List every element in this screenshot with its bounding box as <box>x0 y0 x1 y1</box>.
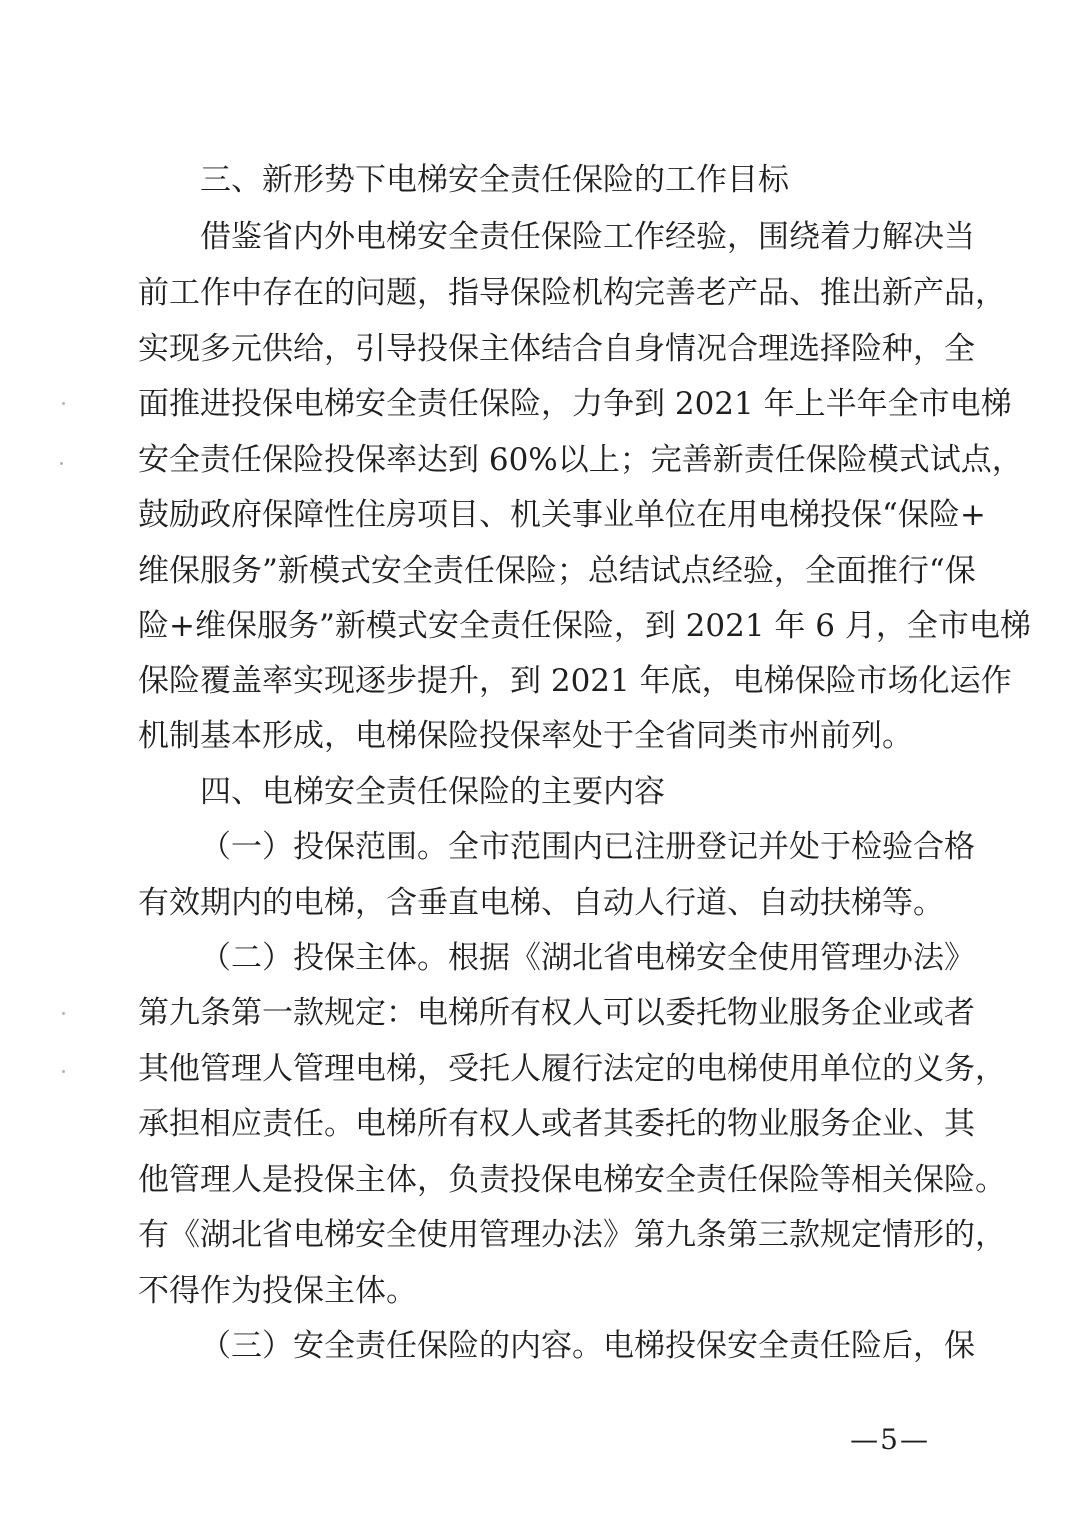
paragraph-line: （一）投保范围。全市范围内已注册登记并处于检验合格 <box>200 829 975 865</box>
paragraph-line: 他管理人是投保主体，负责投保电梯安全责任保险等相关保险。 <box>138 1162 1006 1198</box>
page-number: —5— <box>850 1423 930 1456</box>
paragraph-line: 维保服务”新模式安全责任保险；总结试点经验，全面推行“保 <box>138 553 976 589</box>
scan-speck <box>60 462 63 465</box>
paragraph-line: 实现多元供给，引导投保主体结合自身情况合理选择险种，全 <box>138 331 975 367</box>
scan-speck <box>62 1070 65 1073</box>
paragraph-line: （三）安全责任保险的内容。电梯投保安全责任险后，保 <box>200 1328 975 1364</box>
paragraph-line: （二）投保主体。根据《湖北省电梯安全使用管理办法》 <box>200 940 975 976</box>
scan-speck <box>62 1012 65 1015</box>
paragraph-line: 第九条第一款规定：电梯所有权人可以委托物业服务企业或者 <box>138 995 975 1031</box>
scan-speck <box>62 402 65 405</box>
paragraph-line: 险+维保服务”新模式安全责任保险，到 2021 年 6 月，全市电梯 <box>138 608 1031 644</box>
paragraph-line: 不得作为投保主体。 <box>138 1273 417 1309</box>
paragraph-line: 前工作中存在的问题，指导保险机构完善老产品、推出新产品， <box>138 275 1006 311</box>
section-heading-3: 三、新形势下电梯安全责任保险的工作目标 <box>200 162 789 198</box>
paragraph-line: 保险覆盖率实现逐步提升，到 2021 年底，电梯保险市场化运作 <box>138 663 1012 699</box>
paragraph-line: 承担相应责任。电梯所有权人或者其委托的物业服务企业、其 <box>138 1106 975 1142</box>
section-heading-4: 四、电梯安全责任保险的主要内容 <box>200 774 665 810</box>
paragraph-line: 机制基本形成，电梯保险投保率处于全省同类市州前列。 <box>138 718 913 754</box>
paragraph-line: 面推进投保电梯安全责任保险，力争到 2021 年上半年全市电梯 <box>138 386 1012 422</box>
paragraph-line: 有效期内的电梯，含垂直电梯、自动人行道、自动扶梯等。 <box>138 885 944 921</box>
paragraph-line: 其他管理人管理电梯，受托人履行法定的电梯使用单位的义务， <box>138 1051 1006 1087</box>
paragraph-line: 有《湖北省电梯安全使用管理办法》第九条第三款规定情形的， <box>138 1217 1006 1253</box>
paragraph-line: 鼓励政府保障性住房项目、机关事业单位在用电梯投保“保险+ <box>138 497 986 533</box>
paragraph-line: 安全责任保险投保率达到 60%以上；完善新责任保险模式试点， <box>138 442 1023 478</box>
paragraph-line: 借鉴省内外电梯安全责任保险工作经验，围绕着力解决当 <box>200 219 975 255</box>
